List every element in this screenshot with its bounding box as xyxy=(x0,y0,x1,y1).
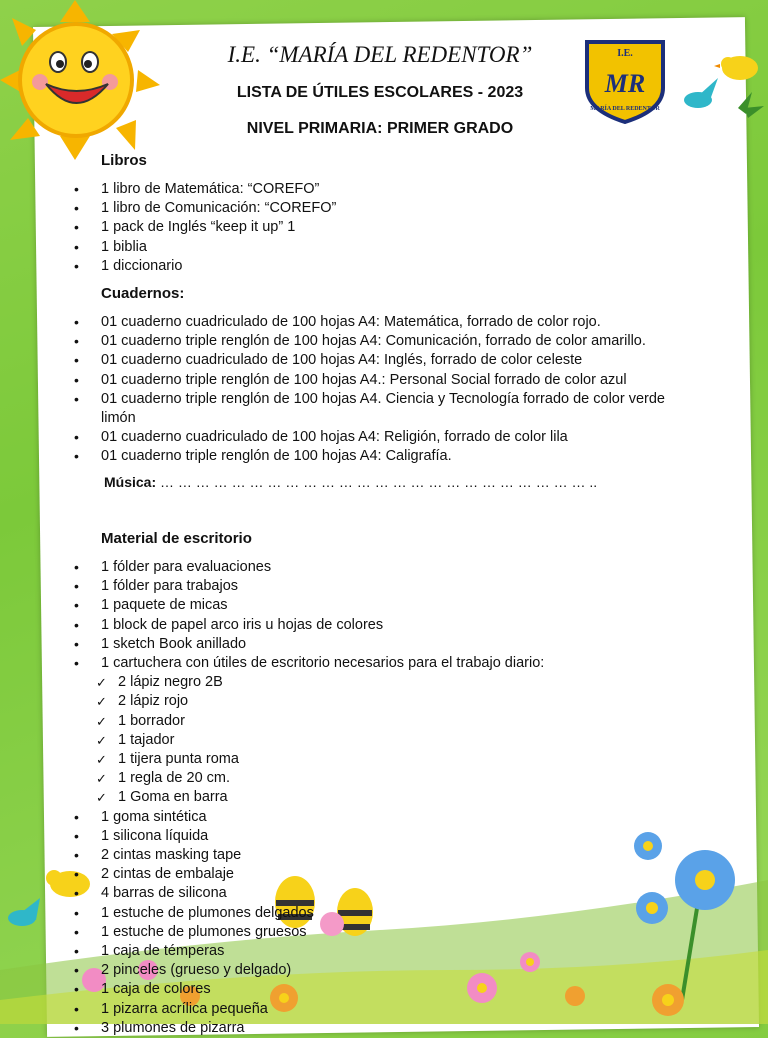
list-item xyxy=(0,428,671,447)
bullet-icon: • xyxy=(74,559,79,575)
list-item-text: 1 cartuchera con útiles de escritorio necesarios para el trabajo diario: xyxy=(101,655,545,672)
list-item xyxy=(0,371,671,390)
bullet-icon: • xyxy=(74,1000,79,1017)
list-item-text: 1 biblia xyxy=(101,238,147,255)
bullet-icon: • xyxy=(74,352,79,369)
checkmark-icon: ✓ xyxy=(96,771,107,787)
musica-dots: … … … … … … … … … … … … … … … … … … … … … … … … .. xyxy=(160,474,598,490)
list-item xyxy=(0,961,768,980)
list-item-text: 01 cuaderno triple renglón de 100 hojas A4: Comunicación, forrado de color amarillo. xyxy=(101,333,646,350)
bullet-icon: • xyxy=(74,885,79,902)
list-item-text: 2 lápiz negro 2B xyxy=(118,674,223,691)
section-escritorio-title: Material de escritorio xyxy=(101,530,252,547)
list-item-text: 1 tajador xyxy=(118,731,175,748)
logo-top-text: I.E. xyxy=(617,48,633,59)
bullet-icon: • xyxy=(74,257,79,274)
sub-list-item xyxy=(0,731,768,750)
checkmark-icon: ✓ xyxy=(96,790,107,806)
list-item-text: 1 pizarra acrílica pequeña xyxy=(101,1000,268,1017)
list-item xyxy=(0,390,671,428)
list-item xyxy=(0,865,768,884)
sub-list-item xyxy=(0,769,768,788)
list-item xyxy=(0,1000,768,1019)
list-item-text: 01 cuaderno triple renglón de 100 hojas A4: Caligrafía. xyxy=(101,448,452,465)
list-item-text: 1 regla de 20 cm. xyxy=(118,770,231,787)
bullet-icon: • xyxy=(74,635,79,652)
list-item xyxy=(0,257,768,276)
list-item-text: 1 fólder para trabajos xyxy=(101,578,239,595)
list-item xyxy=(0,654,768,673)
logo-arc-text: MARÍA DEL REDENTOR xyxy=(590,106,660,112)
bullet-icon: • xyxy=(74,578,79,595)
section-libros-title: Libros xyxy=(101,152,147,169)
bullet-icon: • xyxy=(74,448,79,465)
bullet-icon: • xyxy=(74,219,79,236)
list-item-text: 01 cuaderno cuadriculado de 100 hojas A4: Matemática, forrado de color rojo. xyxy=(101,314,601,330)
checkmark-icon: ✓ xyxy=(96,752,107,768)
list-item xyxy=(0,904,768,923)
list-item-text: 2 cintas masking tape xyxy=(101,847,242,864)
list-item-text: 1 fólder para evaluaciones xyxy=(101,559,272,575)
list-item-text: 1 goma sintética xyxy=(101,808,207,825)
list-item xyxy=(0,596,768,615)
list-item-text: 1 estuche de plumones delgados xyxy=(101,904,314,921)
list-item xyxy=(0,577,768,596)
list-item xyxy=(0,351,671,370)
list-item-text: 2 cintas de embalaje xyxy=(101,866,234,883)
cuadernos-list xyxy=(0,313,768,467)
libros-list xyxy=(0,180,768,276)
document-title: LISTA DE ÚTILES ESCOLARES - 2023 xyxy=(236,84,524,101)
grade-level: NIVEL PRIMARIA: PRIMER GRADO xyxy=(246,120,514,137)
list-item-text: 1 tijera punta roma xyxy=(118,751,239,768)
list-item xyxy=(0,218,768,237)
list-item-text: 1 pack de Inglés “keep it up” 1 xyxy=(101,219,296,236)
list-item-text: 1 silicona líquida xyxy=(101,827,209,844)
list-item xyxy=(0,808,768,827)
checkmark-icon: ✓ xyxy=(96,694,107,710)
sub-list-item xyxy=(0,712,768,731)
list-item xyxy=(0,616,768,635)
list-item xyxy=(0,1019,768,1038)
list-item-text: 1 caja de témperas xyxy=(101,943,225,960)
bullet-icon: • xyxy=(74,314,79,330)
list-item xyxy=(0,332,671,351)
musica-label: Música: xyxy=(104,474,157,490)
bullet-icon: • xyxy=(74,981,79,998)
list-item-text: 1 block de papel arco iris u hojas de colores xyxy=(101,616,384,633)
list-item xyxy=(0,199,768,218)
school-name: I.E. “MARÍA DEL REDENTOR” xyxy=(227,42,533,67)
bullet-icon: • xyxy=(74,1019,79,1036)
list-item xyxy=(0,980,768,999)
bullet-icon: • xyxy=(74,866,79,883)
list-item xyxy=(0,447,671,466)
list-item-text: 1 Goma en barra xyxy=(118,789,228,806)
bullet-icon: • xyxy=(74,847,79,864)
list-item-text: 4 barras de silicona xyxy=(101,885,227,902)
section-cuadernos-title: Cuadernos: xyxy=(101,285,185,302)
bullet-icon: • xyxy=(74,390,79,407)
sub-list-item xyxy=(0,673,768,692)
logo-initials: MR xyxy=(604,69,646,98)
list-item-text: 1 sketch Book anillado xyxy=(101,635,247,652)
list-item xyxy=(0,313,671,332)
list-item-text: 1 borrador xyxy=(118,712,185,729)
list-item-text: 1 caja de colores xyxy=(101,981,211,998)
list-item-text: 01 cuaderno cuadriculado de 100 hojas A4: Inglés, forrado de color celeste xyxy=(101,352,583,369)
list-item-text: 3 plumones de pizarra xyxy=(101,1019,245,1036)
escritorio-list xyxy=(0,558,768,1038)
bullet-icon: • xyxy=(74,827,79,844)
list-item xyxy=(0,180,768,199)
list-item xyxy=(0,635,768,654)
list-item xyxy=(0,846,768,865)
list-item-text: 01 cuaderno triple renglón de 100 hojas A4. Ciencia y Tecnología forrado de color verde limón xyxy=(101,390,665,427)
list-item-text: 2 lápiz rojo xyxy=(118,693,189,710)
bullet-icon: • xyxy=(74,904,79,921)
list-item xyxy=(0,923,768,942)
bullet-icon: • xyxy=(74,616,79,633)
list-item-text: 1 libro de Matemática: “COREFO” xyxy=(101,181,320,197)
checkmark-icon: ✓ xyxy=(96,713,107,729)
list-item-text: 1 paquete de micas xyxy=(101,597,228,614)
bullet-icon: • xyxy=(74,597,79,614)
bullet-icon: • xyxy=(74,655,79,672)
list-item xyxy=(0,884,768,903)
bullet-icon: • xyxy=(74,333,79,350)
bullet-icon: • xyxy=(74,808,79,825)
musica-line xyxy=(104,474,597,490)
list-item xyxy=(0,942,768,961)
bullet-icon: • xyxy=(74,962,79,979)
bullet-icon: • xyxy=(74,181,79,197)
checkmark-icon: ✓ xyxy=(96,732,107,748)
sub-list-item xyxy=(0,750,768,769)
bullet-icon: • xyxy=(74,371,79,388)
list-item xyxy=(0,238,768,257)
sub-list-item xyxy=(0,692,768,711)
sub-list-item xyxy=(0,788,768,807)
list-item xyxy=(0,558,768,577)
list-item xyxy=(0,827,768,846)
checkmark-icon: ✓ xyxy=(96,675,107,691)
bullet-icon: • xyxy=(74,200,79,217)
list-item-text: 1 diccionario xyxy=(101,257,183,274)
bullet-icon: • xyxy=(74,923,79,940)
list-item-text: 2 pinceles (grueso y delgado) xyxy=(101,962,292,979)
list-item-text: 01 cuaderno cuadriculado de 100 hojas A4: Religión, forrado de color lila xyxy=(101,429,568,446)
bullet-icon: • xyxy=(74,238,79,255)
list-item-text: 01 cuaderno triple renglón de 100 hojas A4.: Personal Social forrado de color azul xyxy=(101,371,627,388)
list-item-text: 1 estuche de plumones gruesos xyxy=(101,923,307,940)
bullet-icon: • xyxy=(74,943,79,960)
bullet-icon: • xyxy=(74,429,79,446)
list-item-text: 1 libro de Comunicación: “COREFO” xyxy=(101,200,337,217)
